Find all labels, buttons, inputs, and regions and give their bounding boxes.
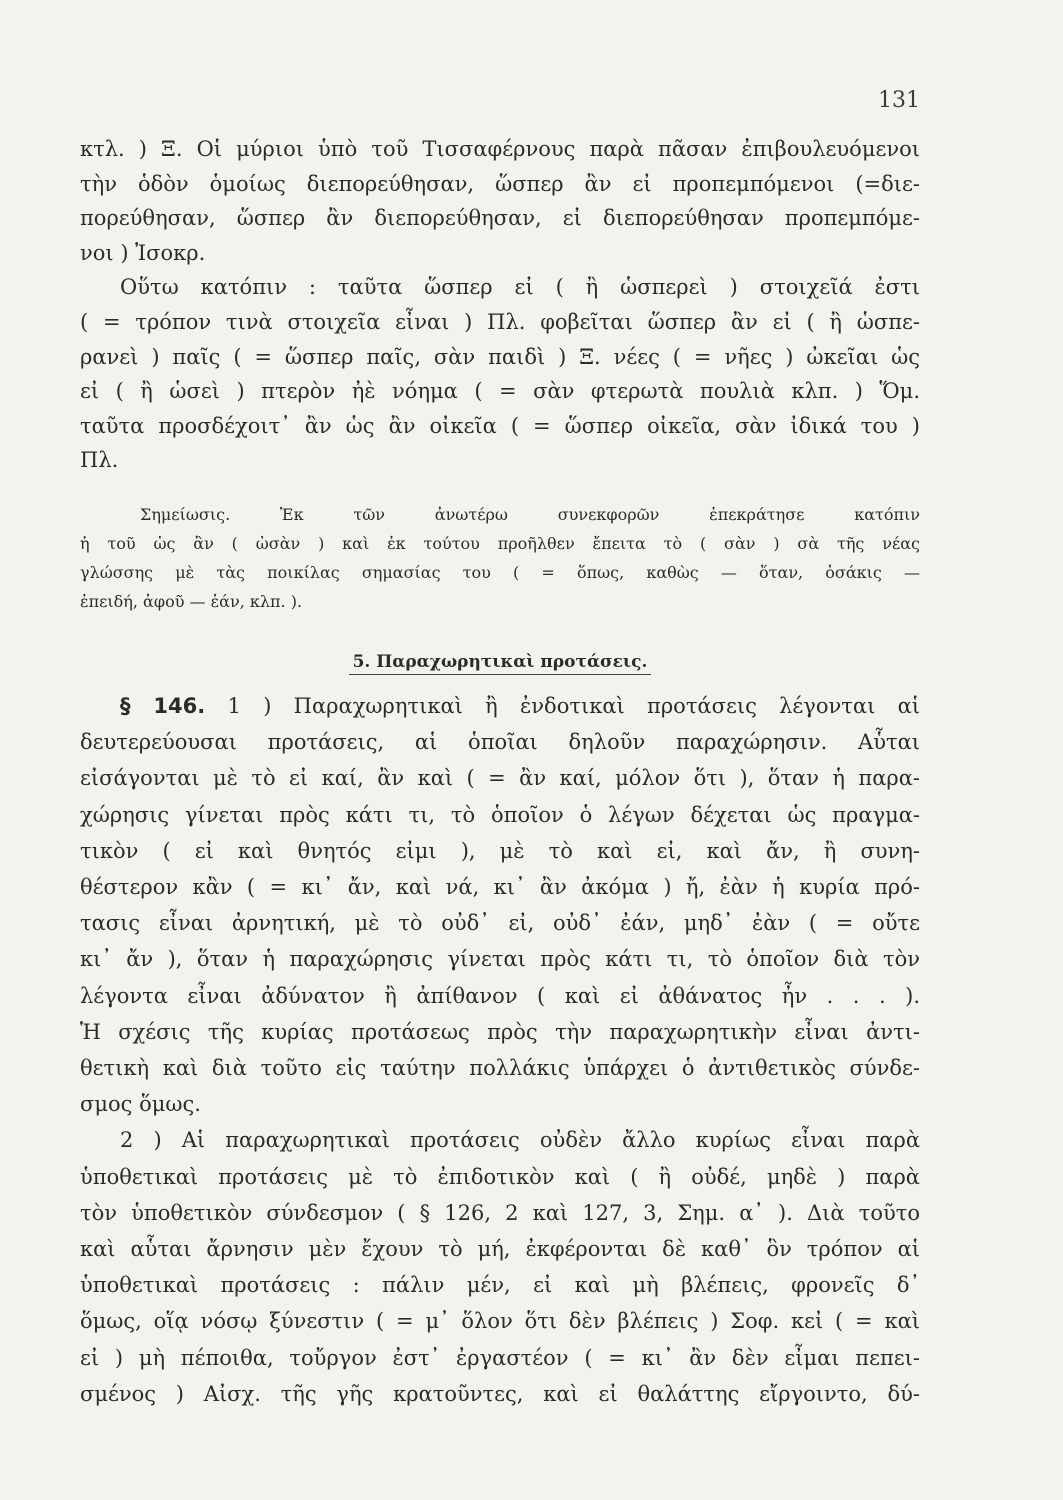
text-line: τὸν ὑποθετικὸν σύνδεσμον ( § 126, 2 καὶ 127, 3, Σημ. α᾽ ). Διὰ τοῦτο xyxy=(80,1200,920,1225)
text-line: ὅμως, οἵᾳ νόσῳ ξύνεστιν ( = μ᾽ ὅλον ὅτι δὲν βλέπεις ) Σοφ. κεἰ ( = καὶ xyxy=(80,1309,920,1334)
text-line: σμος ὅμως. xyxy=(80,1092,201,1117)
text-line: Πλ. xyxy=(80,448,119,473)
text-line: κι᾽ ἄν ), ὅταν ἡ παραχώρησις γίνεται πρὸς κάτι τι, τὸ ὁποῖον διὰ τὸν xyxy=(80,947,920,972)
text-line: λέγοντα εἶναι ἀδύνατον ἢ ἀπίθανον ( καὶ εἰ ἀθάνατος ἦν . . . ). xyxy=(80,983,920,1008)
section-mark: § 146. xyxy=(120,694,206,718)
text-line: ταῦτα προσδέχοιτ᾽ ἂν ὡς ἂν οἰκεῖα ( = ὥσπερ οἰκεῖα, σὰν ἰδικά του ) xyxy=(80,413,920,438)
text-line xyxy=(80,688,920,724)
note-line: γλώσσης μὲ τὰς ποικίλας σημασίας του ( = ὅπως, καθὼς — ὅταν, ὁσάκις — xyxy=(80,563,920,582)
page-number: 131 xyxy=(878,88,920,113)
text-line: τασις εἶναι ἀρνητική, μὲ τὸ οὐδ᾽ εἰ, οὐδ᾽ ἐάν, μηδ᾽ ἐὰν ( = οὔτε xyxy=(80,911,920,936)
text-line: ὑποθετικαὶ προτάσεις : πάλιν μέν, εἰ καὶ μὴ βλέπεις, φρονεῖς δ᾽ xyxy=(80,1273,920,1298)
note-line: ἡ τοῦ ὡς ἂν ( ὡσὰν ) καὶ ἐκ τούτου προῆλθεν ἔπειτα τὸ ( σὰν ) σὰ τῆς νέας xyxy=(80,534,920,553)
text-line: εἰσάγονται μὲ τὸ εἰ καί, ἂν καὶ ( = ἂν καί, μόλον ὅτι ), ὅταν ἡ παρα- xyxy=(80,766,920,791)
text-line: 2 ) Αἱ παραχωρητικαὶ προτάσεις οὐδὲν ἄλλο κυρίως εἶναι παρὰ xyxy=(120,1128,920,1153)
note-line: Σημείωσις. Ἐκ τῶν ἀνωτέρω συνεκφορῶν ἐπεκράτησε κατόπιν xyxy=(140,505,920,524)
text-line: ρανεὶ ) παῖς ( = ὥσπερ παῖς, σὰν παιδὶ ) Ξ. νέες ( = νῆες ) ὠκεῖαι ὡς xyxy=(80,344,920,369)
text-line: Ἡ σχέσις τῆς κυρίας προτάσεως πρὸς τὴν παραχωρητικὴν εἶναι ἀντι- xyxy=(80,1019,920,1044)
text-line: ( = τρόπον τινὰ στοιχεῖα εἶναι ) Πλ. φοβεῖται ὥσπερ ἂν εἰ ( ἢ ὡσπε- xyxy=(80,309,920,334)
text-line: ὑποθετικαὶ προτάσεις μὲ τὸ ἐπιδοτικὸν καὶ ( ἢ οὐδέ, μηδὲ ) παρὰ xyxy=(80,1164,920,1189)
text-line: δευτερεύουσαι προτάσεις, αἱ ὁποῖαι δηλοῦν παραχώρησιν. Αὗται xyxy=(80,730,920,755)
text-line: θετικὴ καὶ διὰ τοῦτο εἰς ταύτην πολλάκις ὑπάρχει ὁ ἀντιθετικὸς σύνδε- xyxy=(80,1056,920,1081)
text-line: χώρησις γίνεται πρὸς κάτι τι, τὸ ὁποῖον ὁ λέγων δέχεται ὡς πραγμα- xyxy=(80,802,920,827)
text-line: κτλ. ) Ξ. Οἱ μύριοι ὑπὸ τοῦ Τισσαφέρνους παρὰ πᾶσαν ἐπιβουλευόμενοι xyxy=(80,137,920,161)
text-line: θέστερον κἂν ( = κι᾽ ἄν, καὶ νά, κι᾽ ἂν ἀκόμα ) ἤ, ἐὰν ἡ κυρία πρό- xyxy=(80,875,920,900)
text-line-rest: 1 ) Παραχωρητικαὶ ἢ ἐνδοτικαὶ προτάσεις λέγονται αἱ xyxy=(205,694,921,718)
text-line: τὴν ὁδὸν ὁμοίως διεπορεύθησαν, ὥσπερ ἂν εἰ προπεμπόμενοι (=διε- xyxy=(80,171,920,196)
main-paragraph-block xyxy=(80,688,920,1412)
text-line: σμένος ) Αἰσχ. τῆς γῆς κρατοῦντες, καὶ εἰ θαλάττης εἴργοιντο, δύ- xyxy=(80,1381,920,1406)
text-line: εἰ ( ἢ ὡσεὶ ) πτερὸν ἠὲ νόημα ( = σὰν φτερωτὰ πουλιὰ κλπ. ) Ὅμ. xyxy=(80,379,920,404)
top-paragraph-block xyxy=(80,132,920,478)
text-line: νοι ) Ἰσοκρ. xyxy=(80,240,206,265)
section-heading xyxy=(80,648,920,676)
note-paragraph xyxy=(80,500,920,616)
note-line: ἐπειδή, ἀφοῦ — ἐάν, κλπ. ). xyxy=(80,592,303,611)
text-line: Οὕτω κατόπιν : ταῦτα ὥσπερ εἰ ( ἢ ὡσπερεὶ ) στοιχεῖά ἐστι xyxy=(120,275,920,300)
text-line: εἰ ) μὴ πέποιθα, τοὔργον ἐστ᾽ ἐργαστέον ( = κι᾽ ἂν δὲν εἶμαι πεπει- xyxy=(80,1345,920,1370)
text-line: καὶ αὗται ἄρνησιν μὲν ἔχουν τὸ μή, ἐκφέρονται δὲ καθ᾽ ὃν τρόπον αἱ xyxy=(80,1237,920,1262)
text-line: τικὸν ( εἰ καὶ θνητός εἰμι ), μὲ τὸ καὶ εἰ, καὶ ἄν, ἢ συνη- xyxy=(80,838,920,863)
text-line: πορεύθησαν, ὥσπερ ἂν διεπορεύθησαν, εἰ διεπορεύθησαν προπεμπόμε- xyxy=(80,206,920,231)
section-heading-text: 5. Παραχωρητικαὶ προτάσεις. xyxy=(349,652,652,675)
